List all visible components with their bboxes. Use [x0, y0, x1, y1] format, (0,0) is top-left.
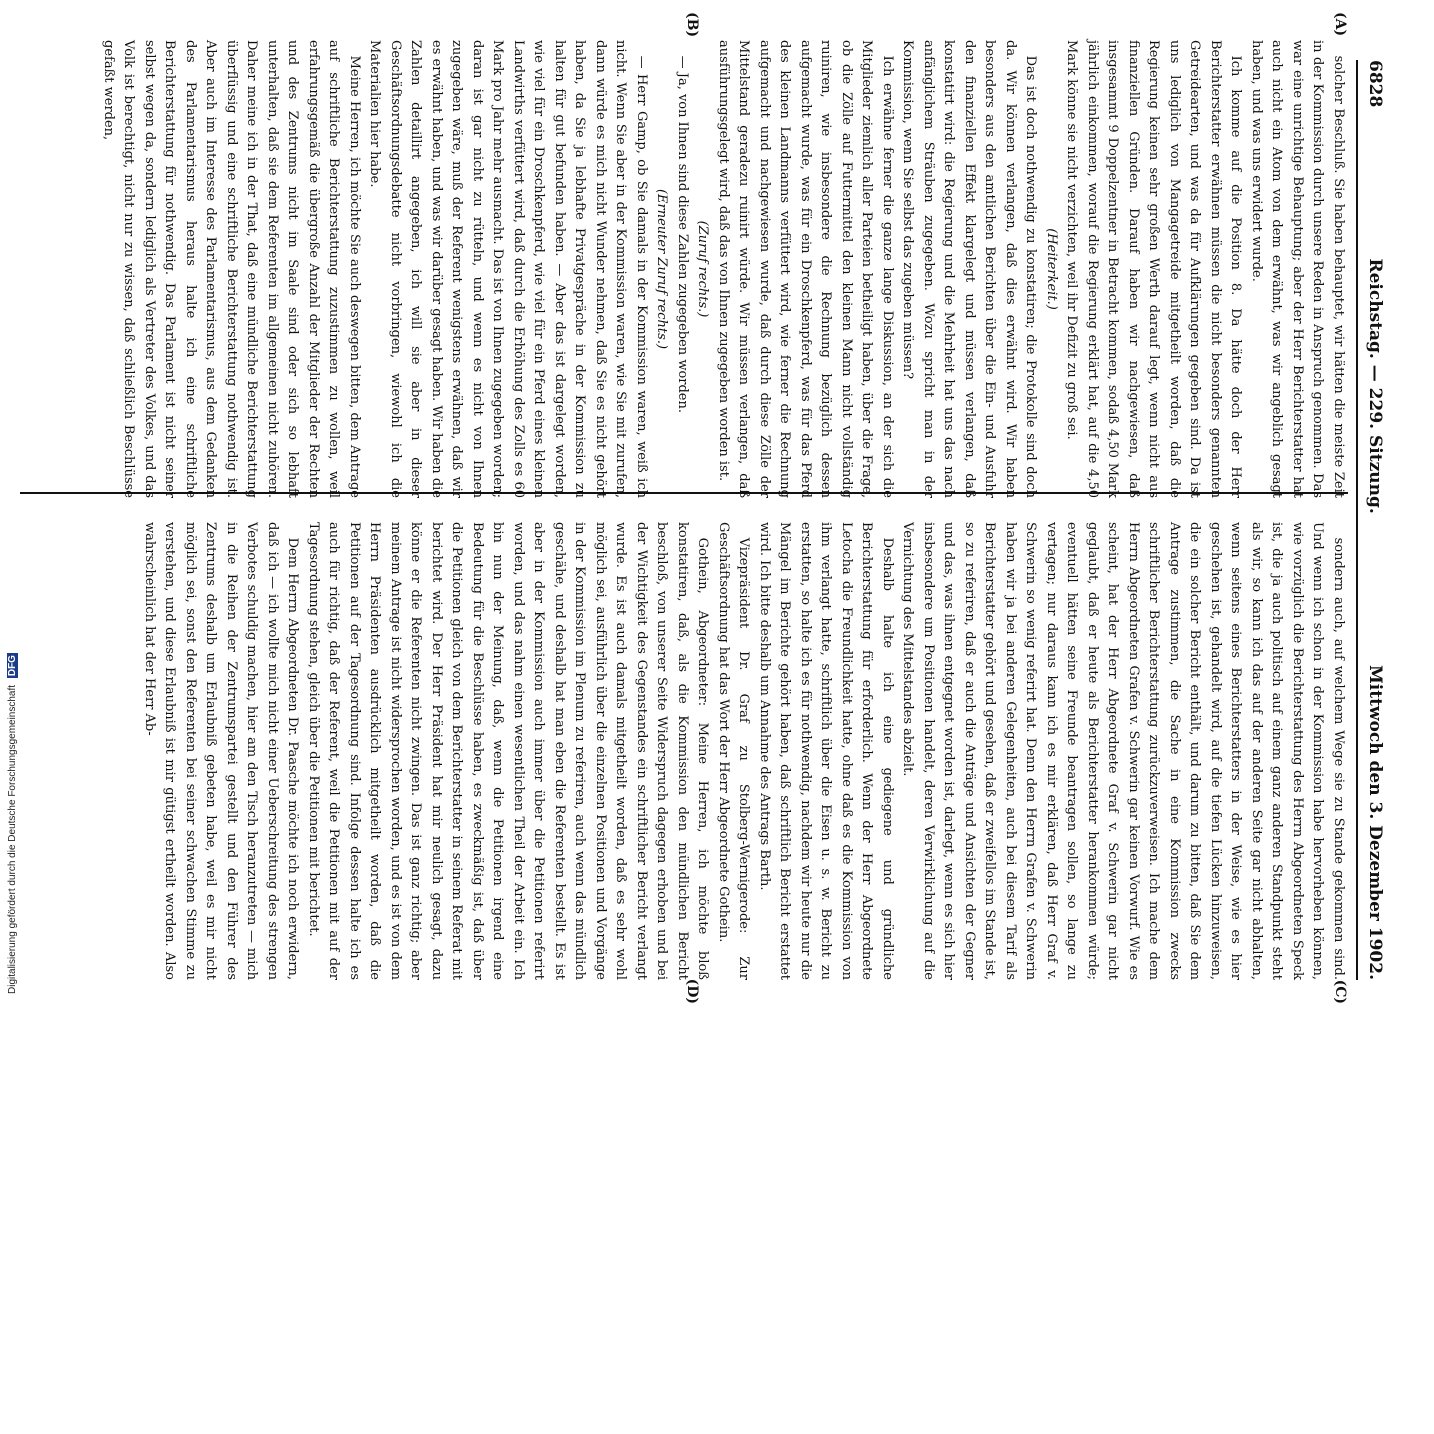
paragraph: Ich erwähne ferner die ganze lange Diskussion, an der sich die Mitglieder ziemlich aller Parteien betheiligt haben, über die Frage, ob die Zölle auf Futtermittel den kleinen Mann nicht vollständig ruiniren, wie insbesondere die Rechnung bezüglich dessen aufgemacht wurde, was für ein Droschkenpferd, was für das Pferd des kleinen Landmanns verfüttert wird, wie ferner die Rechnung aufgemacht und nachgewiesen wurde, daß durch diese Zölle der Mittelstand geradezu ruinirt würde. Wir müssen verlangen, daß ausführungsgelegt wird, daß das von Ihnen zugegeben worden ist. — [716, 40, 895, 498]
paragraph: (Heiterkeit.) — [1044, 228, 1059, 310]
paragraph: (Erneuter Zuruf rechts.) — [654, 188, 670, 350]
paragraph: — Ja, von Ihnen sind diese Zahlen zugegeben worden. — [675, 55, 690, 414]
page-number: 6828 — [1365, 60, 1385, 108]
footer-text: Digitalisierung gefördert durch die Deutsche Forschungsgemeinschaft — [7, 684, 18, 994]
left-column — [20, 40, 1348, 498]
paragraph: Gothein, Abgeordneter: Meine Herren, ich möchte bloß konstatiren, daß, als die Kommission den mündlichen Bericht beschloß, von unserer Seite Widerspruch dagegen erhoben und bei der Wichtigkeit des Gegenstandes ein schriftlicher Bericht verlangt wurde. Es ist auch damals mitgetheilt worden, daß es sehr wohl möglich sei, ausführlich über die einzelnen Positionen und Vorgänge in der Kommission im Plenum zu referiren, auch wenn das mündlich geschähe, und deshalb hat man eben die Referenten bestellt. Es ist aber in der Kommission auch immer über die Petitionen referirt worden, und das nahm einen wesentlichen Theil der Arbeit ein. Ich bin nun der Meinung, daß, wenn die Petitionen irgend eine Bedeutung für die Beschlüsse haben, es zweckmäßig ist, daß über die Petitionen gleich von dem Berichterstatter in seinem Referat mit berichtet wird. Der Herr Präsident hat mir neulich gesagt, dazu könne er die Referenten nicht zwingen. Das ist ganz richtig; aber meinem Antrage ist nicht widersprochen worden, und es ist von dem Herrn Präsidenten ausdrücklich mitgetheilt worden, daß die Petitionen auf der Tagesordnung sind. Infolge dessen halte ich es auch für richtig, daß der Referent, weil die Petitionen mit auf der Tagesordnung stehen, gleich über die Petitionen mit berichtet. — [306, 522, 711, 980]
session-title: Reichstag. — 229. Sitzung. — [1365, 258, 1385, 514]
paragraph: — Herr Gamp, ob Sie damals in der Kommission waren, weiß ich nicht. Wenn Sie aber in der Kommission waren, wie Sie mit zurufen, dann würde es mich nicht Wunder nehmen, daß Sie es nicht gehört haben, da Sie ja lebhafte Privatgespräche in der Kommission zu halten für gut befunden haben. — Aber das ist dargelegt worden, wie viel für ein Droschkenpferd, wie viel für ein Pferd eines kleinen Landwirths verfüttert wird, daß durch die Erhöhung des Zolls es 60 Mark pro Jahr mehr ausmacht. Das ist von Ihnen zugegeben worden; daran ist gar nicht zu rütteln, und wenn es nicht von Ihnen zugegeben wäre, muß der Referent wenigstens erwähnen, daß wir es erwähnt haben, und was wir darüber gesagt haben. Wir haben die Zahlen detaillirt angegeben, ich will sie aber in dieser Geschäftsordnungsdebatte nicht vorbringen, wiewohl ich die Materialien hier habe. — [367, 40, 649, 498]
dfg-logo: DFG — [7, 655, 18, 677]
marker-d: (D) — [684, 978, 700, 1004]
paragraph: sondern auch, auf welchem Wege sie zu Stande gekommen sind. Und wenn ich schon in der Kommission habe hervorheben können, wie vorzüglich die Berichterstattung des Herrn Abgeordneten Speck ist, die ja auch politisch auf einem ganz anderen Standpunkt steht als wir, so kann ich das auf der anderen Seite gar nicht abhalten, wenn seitens eines Berichterstatters in der Weise, wie es hier geschehen ist, gehandelt wird, auf die tiefen Lücken hinzuweisen, die ein solcher Bericht enthält, und darum zu bitten, daß Sie dem Antrage zustimmen, die Sache in eine Kommission zwecks schriftlicher Berichterstattung zurückzuverweisen. Ich mache dem Herrn Abgeordneten Grafen v. Schwerin gar keinen Vorwurf. Wie es scheint, hat der Herr Abgeordnete Graf v. Schwerin gar nicht geglaubt, daß er heute als Berichterstatter herankommen würde; eventuell hätten seine Freunde beantragen sollen, so lange zu vertagen; nur daraus kann ich es mir erklären, daß Herr Graf v. Schwerin so wenig referirt hat. Denn den Herrn Grafen v. Schwerin haben wir ja bei anderen Gelegenheiten, auch bei diesem Tarif als Berichterstatter gehört und gesehen, daß er zweifellos im Stande ist, so zu referiren, daß er auch die Anträge und Ansichten der Gegner und das, was ihnen entgegnet worden ist, darlegt, wenn es sich hier insbesondere um Positionen handelt, deren Verwirklichung auf die Vernichtung des Mittelstandes abzielt. — [900, 522, 1346, 981]
paragraph: Deshalb halte ich eine gediegene und gründliche Berichterstattung für erforderlich. Wenn der Herr Abgeordnete Letocha die Freundlichkeit hatte, ohne daß es die Kommission von ihm verlangt hatte, schriftlich über die Eisen u. s. w. Bericht zu erstatten, so halte ich es für nothwendig, nachdem wir heute nur die Mängel im Berichte gehört haben, daß schriftlich Bericht erstattet wird. Ich bitte deshalb um Annahme des Antrags Barth. — [757, 522, 895, 980]
marker-a: (A) — [1332, 12, 1348, 37]
paragraph: solcher Beschluß. Sie haben behauptet, wir hätten die meiste Zeit in der Kommission durch unsere Reden in Anspruch genommen. Das war eine unrichtige Behauptung; aber der Herr Berichterstatter hat auch nicht ein Atom von dem erwähnt, was wir angeblich gesagt haben, und was uns erwidert wurde. — [1249, 40, 1346, 498]
session-date: Mittwoch den 3. Dezember 1902. — [1365, 664, 1385, 980]
paragraph: Dem Herrn Abgeordneten Dr. Paasche möchte ich noch erwidern, daß ich — ich wollte mich nicht einer Ueberschreitung des strengen Verbotes schuldig machen, hier am den Tisch heranzutreten — mich in die Reihen der Zentrumspartei gestellt und den Führer des Zentrums deshalb um Erlaubniß gebeten habe, weil es mir nicht möglich sei, sonst den Referenten bei seiner schwachen Stimme zu verstehen, und diese Erlaubniß ist mir gütigst ertheilt worden. Also wahrscheinlich hat der Herr Ab- — [142, 522, 301, 980]
paragraph: (Zuruf rechts.) — [695, 220, 711, 318]
marker-b: (B) — [684, 12, 700, 38]
paragraph: Vizepräsident Dr. Graf zu Stolberg-Wernigerode: Zur Geschäftsordnung hat das Wort der Herr Abgeordnete Gothein. — [716, 522, 752, 980]
digitization-footer — [4, 4, 18, 994]
paragraph: Ich komme auf die Position 8. Da hätte doch der Herr Berichterstatter erwähnen müssen die nicht besonders genannten Getreidearten, und was da für Aufklärungen gegeben sind. Da ist uns lediglich von Mangagetreide mitgetheilt worden, daß die Regierung keinen sehr großen Werth darauf legt, wenn nicht aus finanziellen Gründen. Darauf haben wir nachgewiesen, daß insgesammt 9 Doppelzentner in Betracht kommen, sodaß 4,50 Mark jährlich einkommen, worauf die Regierung erklärt hat, auf die 4,50 Mark könne sie nicht verzichten, weil ihr Defizit zu groß sei. — [1064, 40, 1244, 498]
marker-c: (C) — [1332, 979, 1348, 1004]
text-columns — [20, 40, 1348, 980]
paragraph: Meine Herren, ich möchte Sie auch deswegen bitten, dem Antrage auf schriftliche Berichterstattung zuzustimmen zu wollen, weil erfahrungsgemäß die übergroße Anzahl der Mitglieder der Rechten und des Zentrums nicht im Saale sind oder sich so lebhaft unterhalten, daß sie dem Referenten im allgemeinen nicht zuhören. Daher meine ich in der That, daß eine mündliche Berichterstattung überflüssig und eine schriftliche Berichterstattung nothwendig ist. Aber auch im Interesse des Parlamentarismus, aus dem Gedanken des Parlamentarismus heraus halte ich eine schriftliche Berichterstattung für nothwendig. Das Parlament ist nicht seiner selbst wegen da, sondern lediglich als Vertreter des Volkes, und das Volk ist berechtigt, nicht nur zu wissen, daß schließlich Beschlüsse gefaßt werden, — [101, 40, 362, 498]
paragraph: Das ist doch nothwendig zu konstatiren; die Protokolle sind doch da. Wir können verlangen, daß dies erwähnt wird. Wir haben besonders aus den amtlichen Berichten über die Ein- und Ausfuhr den finanziellen Effekt klargelegt und müssen verlangen, daß konstatirt wird: die Regierung und die Mehrheit hat uns das nach anfänglichem Sträuben zugegeben. Wozu spricht man in der Kommission, wenn Sie selbst das zugeben müssen? — [900, 40, 1039, 498]
right-column — [20, 522, 1348, 980]
running-header — [1356, 60, 1388, 980]
